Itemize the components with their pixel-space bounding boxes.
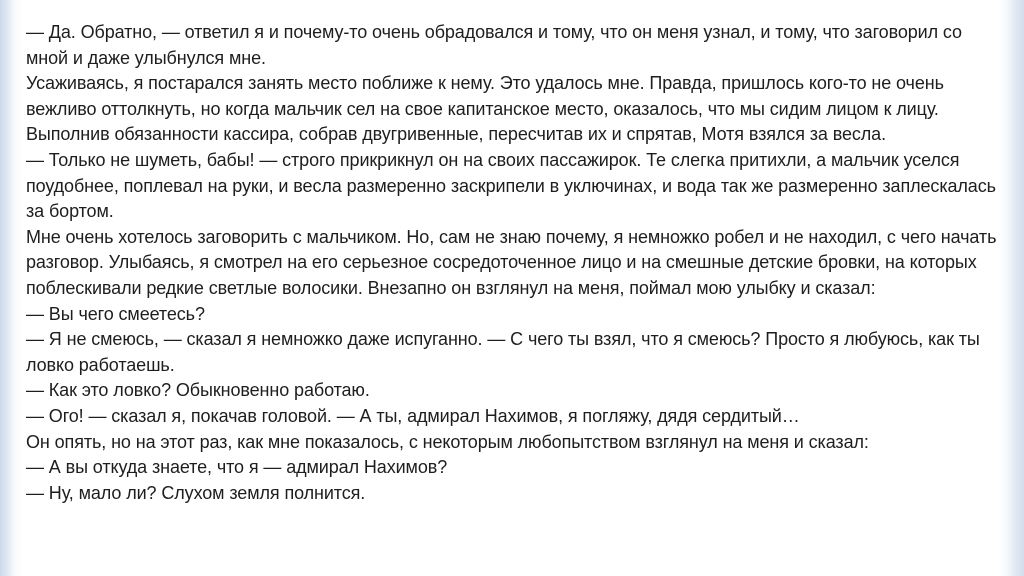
story-text — [26, 20, 998, 506]
paragraph-10: Он опять, но на этот раз, как мне показалось, с некоторым любопытством взглянул на меня и сказал: — [26, 431, 869, 452]
paragraph-3: Выполнив обязанности кассира, собрав двугривенные, пересчитав их и спрятав, Мотя взялся за весла. — [26, 124, 886, 145]
paragraph-11: — А вы откуда знаете, что я — адмирал Нахимов? — [26, 457, 448, 478]
paragraph-5: Мне очень хотелось заговорить с мальчиком. Но, сам не знаю почему, я немножко робел и не находил, с чего начать разговор. Улыбаясь, я смотрел на его серьезное сосредоточенное лицо и на смешные детские бровки, на которых поблескивали редкие светлые волосики. Внезапно он взглянул на меня, поймал мою улыбку и сказал: — [26, 226, 997, 298]
paragraph-8: — Как это ловко? Обыкновенно работаю. — [26, 380, 370, 401]
paragraph-2: Усаживаясь, я постарался занять место поближе к нему. Это удалось мне. Правда, пришлось кого-то не очень вежливо оттолкнуть, но когда мальчик сел на свое капитанское место, оказалось, что мы сидим лицом к лицу. — [26, 73, 944, 119]
paragraph-1: — Да. Обратно, — ответил я и почему-то очень обрадовался и тому, что он меня узнал, и тому, что заговорил со мной и даже улыбнулся мне. — [26, 22, 962, 68]
paragraph-12: — Ну, мало ли? Слухом земля полнится. — [26, 482, 366, 503]
paragraph-4: — Только не шуметь, бабы! — строго прикрикнул он на своих пассажирок. Те слегка притихли, а мальчик уселся поудобнее, поплевал на руки, и весла размеренно заскрипели в уключинах, и вода так же размеренно заплескалась за бортом. — [26, 149, 996, 222]
paragraph-6: — Вы чего смеетесь? — [26, 303, 205, 324]
paragraph-9: — Ого! — сказал я, покачав головой. — А ты, адмирал Нахимов, я погляжу, дядя сердитый… — [26, 405, 800, 426]
paragraph-7: — Я не смеюсь, — сказал я немножко даже испуганно. — С чего ты взял, что я смеюсь? Просто я любуюсь, как ты ловко работаешь. — [26, 329, 980, 375]
